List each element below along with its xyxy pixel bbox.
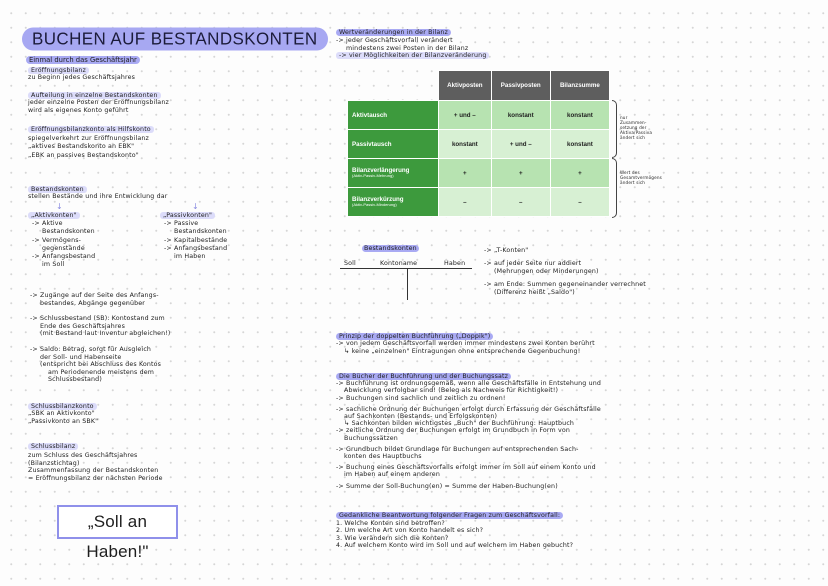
list-item: Bestandskonten <box>42 228 95 236</box>
table-header: Aktivposten <box>439 71 492 101</box>
list-item: -> Vermögens- <box>32 236 82 244</box>
subheading: Bestandskonten <box>28 186 87 193</box>
row-label: Bilanzverlängerung (Aktiv-Passiv-Mehrung) <box>348 159 439 188</box>
table-cell: – <box>439 188 492 217</box>
list-item: -> Passive <box>164 220 199 228</box>
text-line: jeder einzelne Posten der Eröffnungsbilanz <box>28 99 169 107</box>
list-item: -> Aktive <box>32 220 63 228</box>
subheading: Schlussbilanz <box>28 443 78 450</box>
text-line: im Haben auf einem anderen <box>344 471 440 479</box>
text-line: -> vier Möglichkeiten der Bilanzveränderung <box>336 52 489 59</box>
tkonto-notes <box>484 247 646 296</box>
row-label: Passivtausch <box>348 130 439 159</box>
subheading: Aufteilung in einzelne Bestandskonten <box>28 92 161 99</box>
text-line: wird als eigenes Konto geführt <box>28 106 129 114</box>
ebk-block <box>28 126 154 160</box>
passivkonten-list <box>160 212 227 261</box>
tkonto-soll-label: Soll <box>344 260 356 267</box>
list-item: im Haben <box>174 253 206 261</box>
table-header: Bilanzsumme <box>550 71 609 101</box>
section-heading: Die Bücher der Buchführung und der Buchungssatz <box>336 373 511 380</box>
table-cell: konstant <box>550 101 609 130</box>
table-cell: + <box>439 159 492 188</box>
text-line: konten des Hauptbuchs <box>344 453 422 461</box>
schlussbilanz-block <box>28 443 163 482</box>
bestandskonten-block <box>28 186 167 201</box>
tkonto-name-label: Kontoname <box>380 260 418 267</box>
note-line: -> auf jeder Seite nur addiert <box>484 260 582 268</box>
bullet: -> Schlussbestand (SB): Kontostand zum Ende des Geschäftsjahres (mit Bestand laut Inventur abgleichen!) <box>30 315 171 338</box>
subheading: Eröffnungsbilanzkonto als Hilfskonto <box>28 126 154 133</box>
list-item: -> Anfangsbestand <box>32 253 96 261</box>
tkonto-heading: Bestandskonten <box>364 245 417 252</box>
text-line: -> von jedem Geschäftsvorfall werden immer mindestens zwei Konten berührt <box>336 340 595 348</box>
arrow-down-icon: ↓ <box>192 202 199 211</box>
table-row <box>348 130 610 159</box>
text-line: -> Buchung eines Geschäftsvorfalls erfolgt immer im Soll auf einem Konto und <box>336 464 596 472</box>
table-cell: – <box>550 188 609 217</box>
section-geschaeftsjahr <box>26 56 140 65</box>
list-item: -> Kapitalbestände <box>164 236 228 244</box>
aufteilung-block <box>28 92 169 114</box>
brace-icon <box>612 100 617 158</box>
note-line: -> „T-Konten" <box>484 247 529 254</box>
row-note: (Aktiv-Passiv-Mehrung) <box>352 173 394 179</box>
text-line: „SBK an Aktivkonto" <box>28 410 95 418</box>
eroeffnungsbilanz-block <box>28 67 135 82</box>
text-line: stellen Bestände und ihre Entwicklung dar <box>28 193 168 201</box>
text-line: Zusammenfassung der Bestandskonten <box>28 467 159 475</box>
text-line: -> Summe der Soll-Buchung(en) = Summe der Haben-Buchung(en) <box>336 482 558 490</box>
subheading: Schlussbilanzkonto <box>28 403 97 410</box>
aktivkonten-list <box>28 212 95 269</box>
text-line: zum Schluss des Geschäftsjahres <box>28 452 138 460</box>
table-cell: + und – <box>439 101 492 130</box>
doppik-block <box>336 333 595 355</box>
note-line: (Differenz heißt „Saldo") <box>494 288 575 296</box>
tkonto-haben-label: Haben <box>444 260 466 267</box>
text-line: „EBK an passives Bestandskonto" <box>28 151 139 159</box>
arrow-down-icon: ↓ <box>56 202 63 211</box>
brace-note: Wert des Gesamtvermögens ändert sich <box>620 170 662 185</box>
aktivkonten-label: „Aktivkonten" <box>28 212 80 219</box>
tkonto-horizontal-line <box>340 268 472 269</box>
text-line: mindestens zwei Posten in der Bilanz <box>346 44 469 52</box>
tkonto-vertical-line <box>407 268 408 300</box>
text-line: -> Buchungen sind sachlich und zeitlich zu ordnen! <box>336 394 506 402</box>
page-title: BUCHEN AUF BESTANDSKONTEN <box>22 27 328 50</box>
subheading: Eröffnungsbilanz <box>28 67 89 74</box>
section-heading: Wertveränderungen in der Bilanz <box>336 29 451 36</box>
text-line: zu Beginn jedes Geschäftsjahres <box>28 74 136 82</box>
text-line: „Passivkonto an SBK" <box>28 417 99 425</box>
row-note: (Aktiv-Passiv-Minderung) <box>352 202 397 208</box>
list-item: Bestandskonten <box>174 228 227 236</box>
text-line: -> sachliche Ordnung der Buchungen erfolgt durch Erfassung der Geschäftsfälle <box>336 405 601 413</box>
bullet: -> Zugänge auf der Seite des Anfangs- bestandes, Abgänge gegenüber <box>30 292 159 307</box>
table-cell: + und – <box>491 130 550 159</box>
wertveraenderungen-block <box>336 29 489 60</box>
text-line: -> Buchführung ist ordnungsgemäß, wenn alle Geschäftsfälle in Entstehung und <box>336 380 602 388</box>
table-cell: konstant <box>491 101 550 130</box>
row-label: Aktivtausch <box>348 101 439 130</box>
bestandskonten-bullets <box>30 292 171 384</box>
note-line: (Mehrungen oder Minderungen) <box>494 267 599 275</box>
section-heading: Einmal durch das Geschäftsjahr <box>26 56 140 64</box>
table-cell: konstant <box>550 130 609 159</box>
text-line: Buchungssätzen <box>344 434 398 442</box>
brace-note: nur Zusammen- setzung der Aktiva/Passiva ändert sich <box>620 115 653 140</box>
text-line: „aktives Bestandskonto an EBK" <box>28 143 135 151</box>
bilanzveraenderung-table <box>347 70 610 217</box>
text-line: auf Sachkonten (Bestands- und Erfolgskonten) <box>344 413 498 421</box>
text-line: -> zeitliche Ordnung der Buchungen erfolgt im Grundbuch in Form von <box>336 427 570 435</box>
text-line: -> Grundbuch bildet Grundlage für Buchungen auf entsprechenden Sach- <box>336 445 579 453</box>
row-label: Bilanzverkürzung (Aktiv-Passiv-Minderung) <box>348 188 439 217</box>
table-header: Passivposten <box>491 71 550 101</box>
text-line: spiegelverkehrt zur Eröffnungsbilanz <box>28 134 149 142</box>
text-line: Abwicklung verfolgbar sind! (Beleg als Nachweis für Richtigkeit!) <box>344 387 559 395</box>
section-heading: Gedankliche Beantwortung folgender Fragen zum Geschäftsvorfall: <box>336 512 563 519</box>
list-item: im Soll <box>42 261 65 269</box>
list-item: 4. Auf welchem Konto wird im Soll und auf welchem im Haben gebucht? <box>336 542 574 550</box>
buecher-block <box>336 373 601 490</box>
table-header-row <box>348 71 610 101</box>
list-item: 1. Welche Konten sind betroffen? <box>336 519 445 527</box>
text-line: -> jeder Geschäftsvorfall verändert <box>336 37 453 45</box>
list-item: gegenstände <box>42 244 85 252</box>
schlussbilanzkonto-block <box>28 403 98 425</box>
table-row <box>348 188 610 217</box>
list-item: 3. Wie verändern sich die Konten? <box>336 534 449 542</box>
table-cell: konstant <box>439 130 492 159</box>
table-row <box>348 101 610 130</box>
list-item: -> Anfangsbestand <box>164 244 228 252</box>
table-cell: + <box>491 159 550 188</box>
section-heading: Prinzip der doppelten Buchführung („Doppik") <box>336 333 493 340</box>
text-line: ↳ keine „einzelnen" Eintragungen ohne entsprechende Gegenbuchung! <box>344 347 581 355</box>
table-cell: – <box>491 188 550 217</box>
table-cell: + <box>550 159 609 188</box>
text-line: ↳ Sachkonten bilden wichtigstes „Buch" der Buchführung: Hauptbuch <box>344 420 575 428</box>
passivkonten-label: „Passivkonten" <box>160 212 215 219</box>
bullet: -> Saldo: Betrag, sorgt für Ausgleich der Soll- und Habenseite (entspricht bei Abschluss des Kontos am Periodenende meistens dem Schlussbestand) <box>30 345 162 384</box>
brace-icon <box>612 158 617 218</box>
soll-an-haben-callout: „Soll an Haben!" <box>57 505 178 539</box>
table-header-empty <box>348 71 439 101</box>
fragen-block <box>336 512 573 550</box>
list-item: 2. Um welche Art von Konto handelt es sich? <box>336 527 484 535</box>
note-line: -> am Ende: Summen gegeneinander verrechnet <box>484 281 646 289</box>
text-line: = Eröffnungsbilanz der nächsten Periode <box>28 474 163 482</box>
table-row <box>348 159 610 188</box>
text-line: (Bilanzstichtag) <box>28 459 80 467</box>
